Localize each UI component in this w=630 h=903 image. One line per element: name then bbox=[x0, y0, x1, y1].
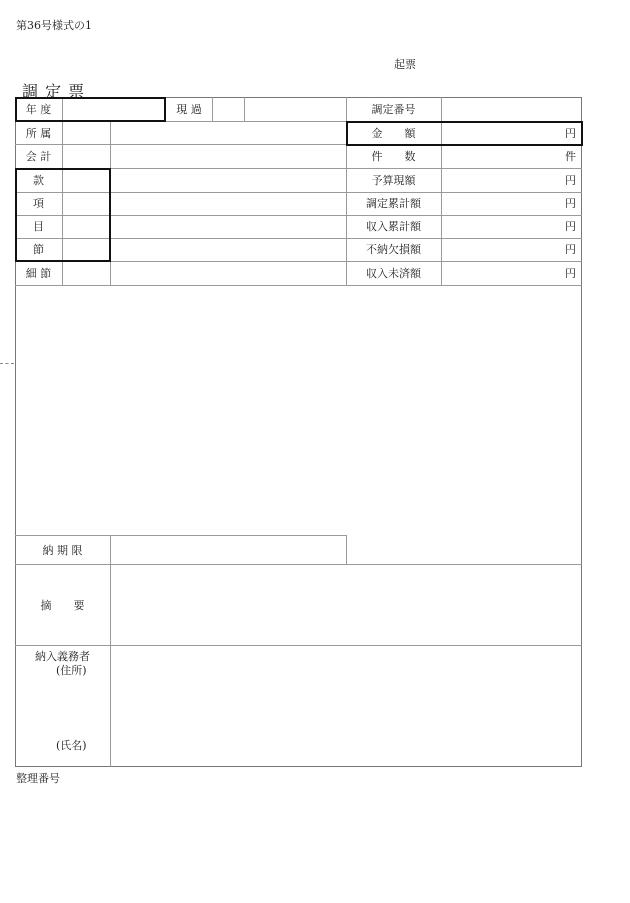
header-kihyo: 起票 bbox=[394, 58, 416, 71]
label-saisetsu: 細 節 bbox=[25, 267, 52, 280]
label-moku: 目 bbox=[33, 220, 44, 233]
unit-unpaid-income: 円 bbox=[565, 267, 576, 280]
label-unpaid-income: 収入未済額 bbox=[366, 267, 421, 280]
label-deadline: 納 期 限 bbox=[42, 544, 83, 557]
footer-reference-number: 整理番号 bbox=[16, 772, 60, 785]
label-assessment-total: 調定累計額 bbox=[366, 197, 421, 210]
label-income-total: 収入累計額 bbox=[366, 220, 421, 233]
label-uncollectible: 不納欠損額 bbox=[366, 243, 421, 256]
unit-assessment-total: 円 bbox=[565, 197, 576, 210]
unit-count: 件 bbox=[565, 150, 576, 163]
unit-uncollectible: 円 bbox=[565, 243, 576, 256]
label-name: (氏名) bbox=[56, 739, 87, 752]
label-year: 年 度 bbox=[25, 103, 52, 116]
unit-budget-current: 円 bbox=[565, 174, 576, 187]
label-amount: 金 額 bbox=[371, 127, 416, 140]
page-title: 調 定 票 bbox=[22, 82, 86, 101]
unit-amount: 円 bbox=[565, 127, 576, 140]
label-obligor: 納入義務者 bbox=[35, 650, 90, 663]
label-affiliation: 所 属 bbox=[25, 127, 52, 140]
unit-income-total: 円 bbox=[565, 220, 576, 233]
label-kan: 款 bbox=[33, 174, 44, 187]
label-genka: 現 過 bbox=[176, 103, 202, 116]
label-assessment-number: 調定番号 bbox=[371, 103, 416, 116]
label-summary: 摘 要 bbox=[40, 599, 85, 612]
label-address: (住所) bbox=[56, 664, 87, 677]
form-number: 第36号様式の1 bbox=[16, 19, 92, 32]
label-budget-current: 予算現額 bbox=[371, 174, 416, 187]
fold-mark bbox=[0, 363, 14, 364]
label-setsu: 節 bbox=[33, 243, 44, 256]
label-count: 件 数 bbox=[371, 150, 416, 163]
label-accounting: 会 計 bbox=[25, 150, 52, 163]
label-kou: 項 bbox=[33, 197, 44, 210]
